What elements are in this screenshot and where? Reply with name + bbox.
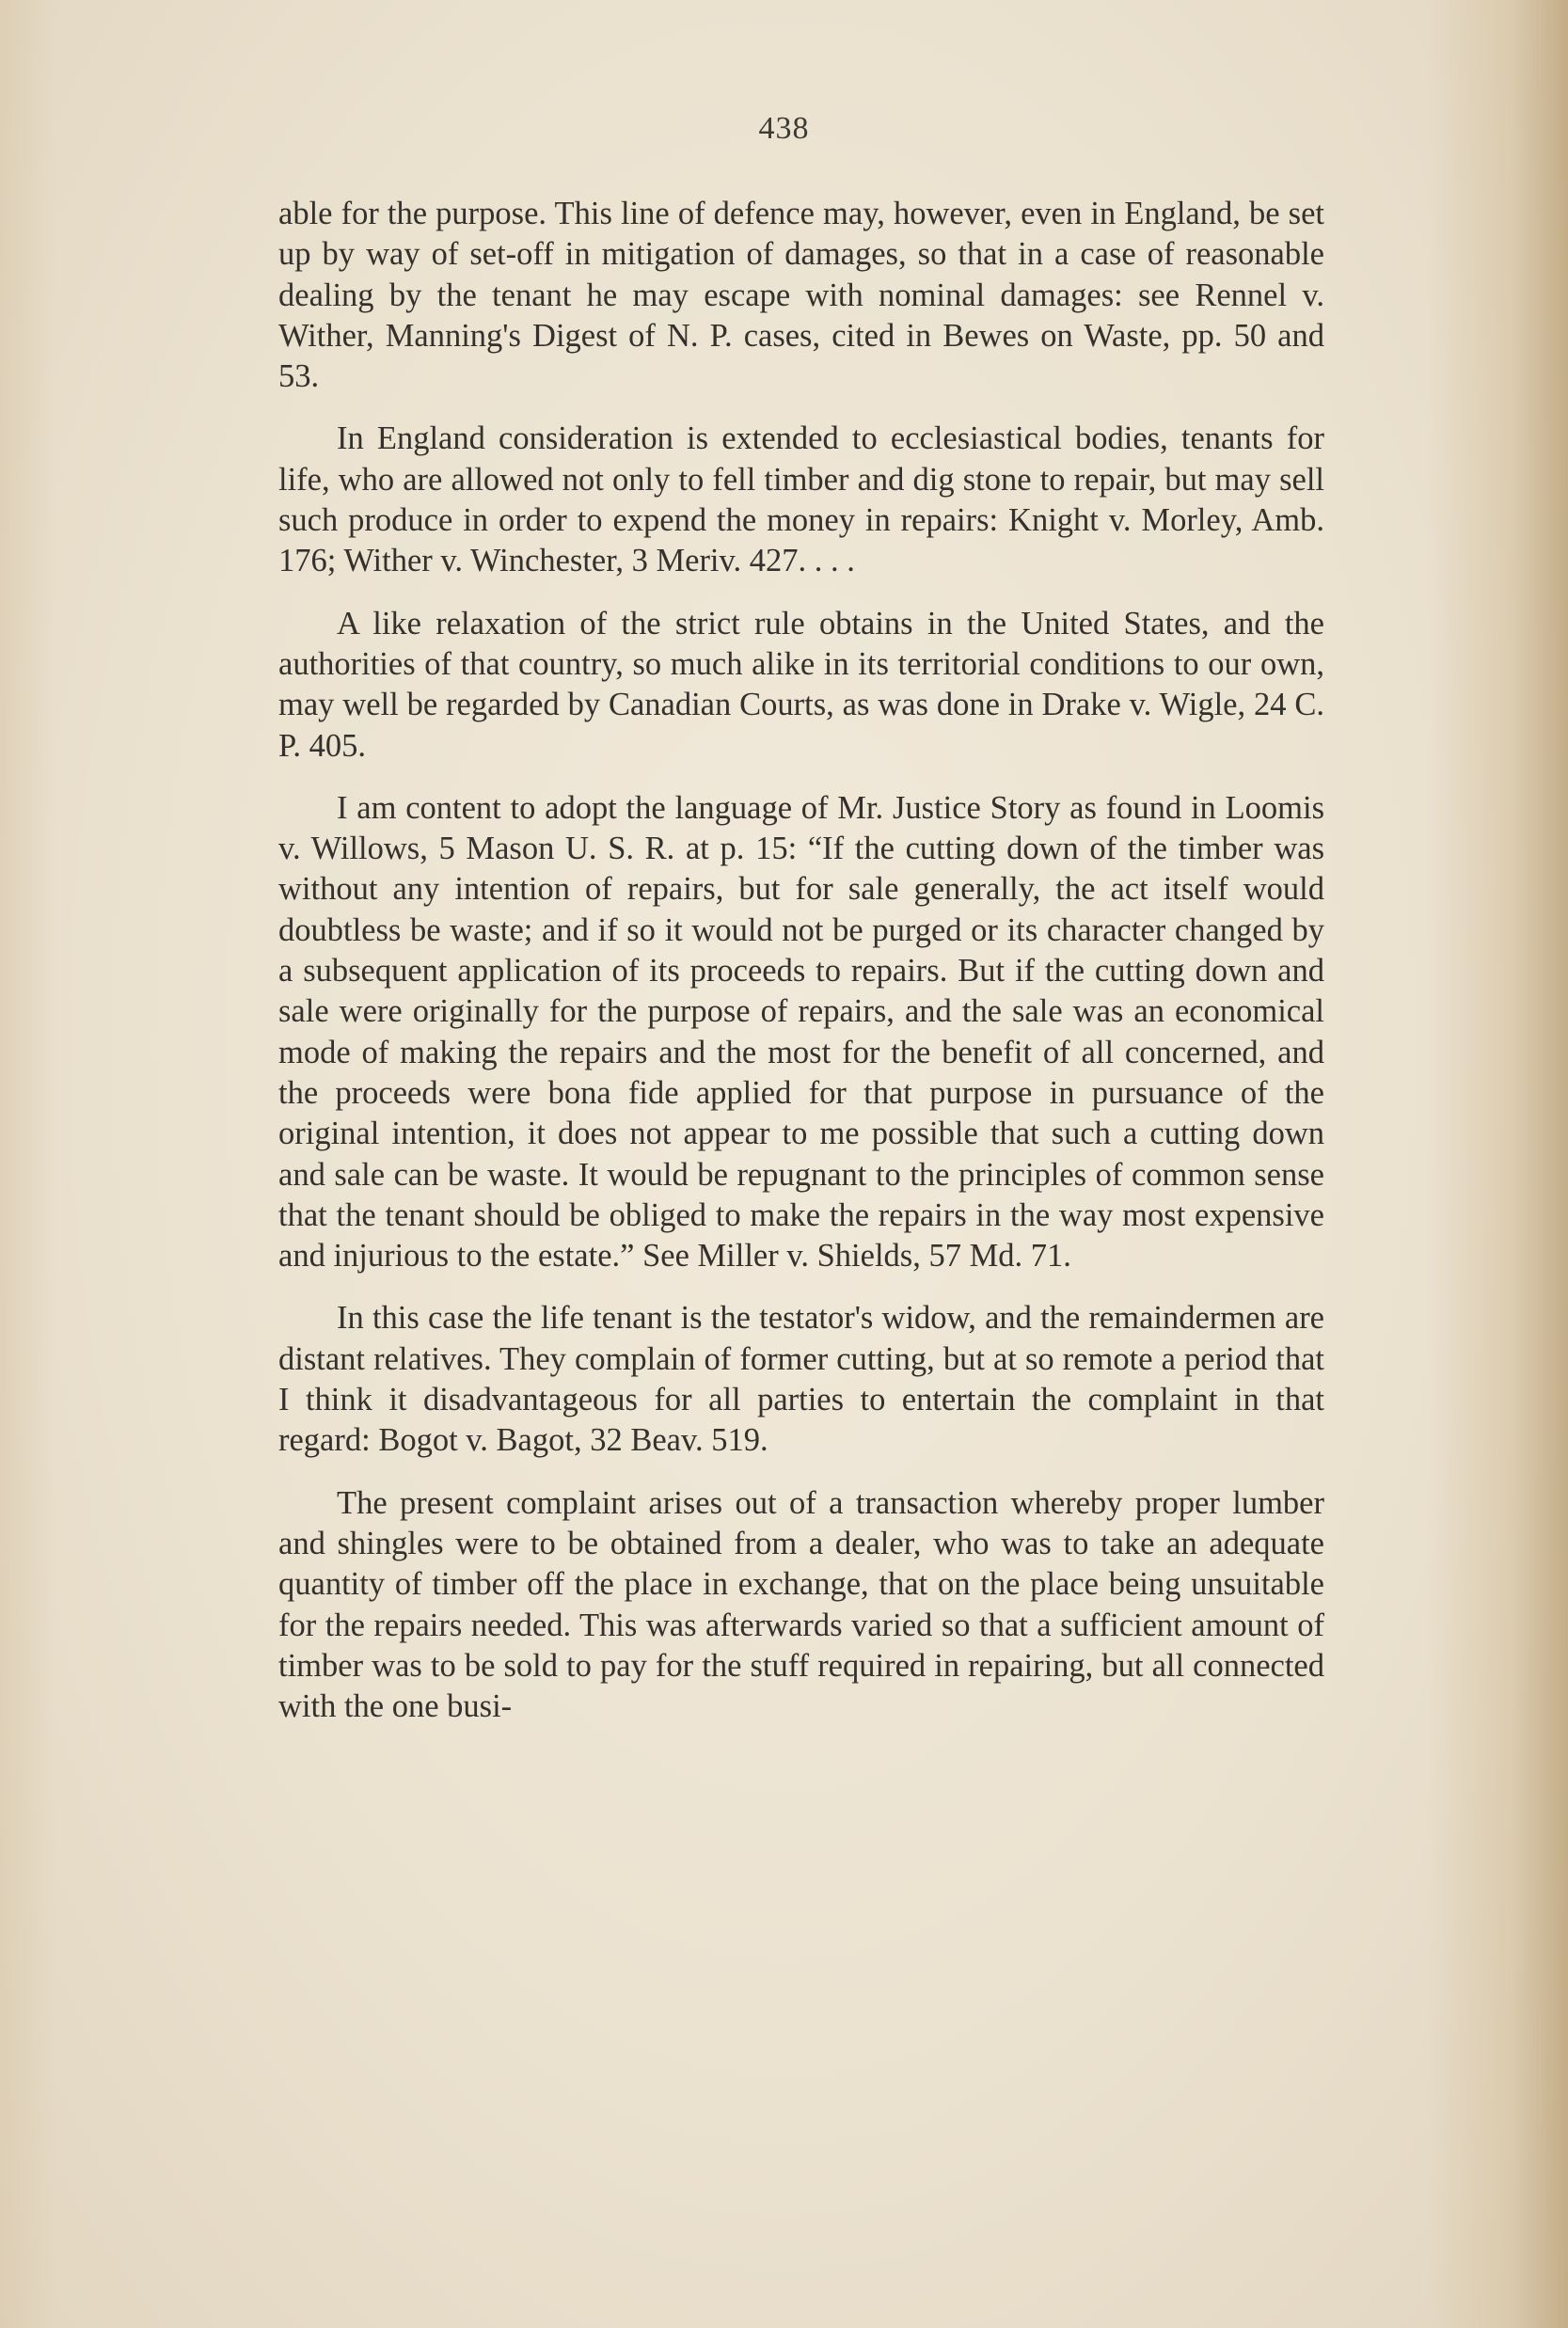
paragraph: able for the purpose. This line of defence may, however, even in England, be set up by way of set-off in mitigation of damages, so that in a case of reasonable dealing by the tenant he may escape with nominal damages: see Rennel v. Wither, Manning's Digest of N. P. cases, cited in Bewes on Waste, pp. 50 and 53.: [278, 196, 1324, 395]
body-text: [278, 194, 1324, 1749]
page-shadow-right: [1427, 0, 1568, 2328]
page-number: 438: [758, 111, 810, 146]
paragraph: The present complaint arises out of a transaction whereby proper lumber and shingles were to be obtained from a dealer, who was to take an adequate quantity of timber off the place in exchange, that on the place being unsuitable for the repairs needed. This was afterwards varied so that a sufficient amount of timber was to be sold to pay for the stuff required in repairing, but all connected with the one busi-: [278, 1484, 1324, 1725]
paragraph: A like relaxation of the strict rule obtains in the United States, and the authorities of that country, so much alike in its territorial conditions to our own, may well be regarded by Canadian Courts, as was done in Drake v. Wigle, 24 C. P. 405.: [278, 605, 1324, 764]
paragraph: In this case the life tenant is the testator's widow, and the remaindermen are distant relatives. They complain of former cutting, but at so remote a period that I think it disadvantageous for all parties to entertain the complaint in that regard: Bogot v. Bagot, 32 Beav. 519.: [278, 1300, 1324, 1459]
paragraph: In England consideration is extended to ecclesiastical bodies, tenants for life, who are allowed not only to fell timber and dig stone to repair, but may sell such produce in order to expend the money in repairs: Knight v. Morley, Amb. 176; Wither v. Winchester, 3 Meriv. 427. . . .: [278, 420, 1324, 579]
page-shadow-left: [0, 0, 56, 2328]
paragraph: I am content to adopt the language of Mr. Justice Story as found in Loomis v. Willows, 5 Mason U. S. R. at p. 15: “If the cutting down of the timber was without any intention of repairs, but for sale generally, the act itself would doubtless be waste; and if so it would not be purged or its character changed by a subsequent application of its proceeds to repairs. But if the cutting down and sale were originally for the purpose of repairs, and the sale was an economical mode of making the repairs and the most for the benefit of all concerned, and the proceeds were bona fide applied for that purpose in pursuance of the original intention, it does not appear to me possible that such a cutting down and sale can be waste. It would be repugnant to the principles of common sense that the tenant should be obliged to make the repairs in the way most expensive and injurious to the estate.” See Miller v. Shields, 57 Md. 71.: [278, 789, 1324, 1275]
